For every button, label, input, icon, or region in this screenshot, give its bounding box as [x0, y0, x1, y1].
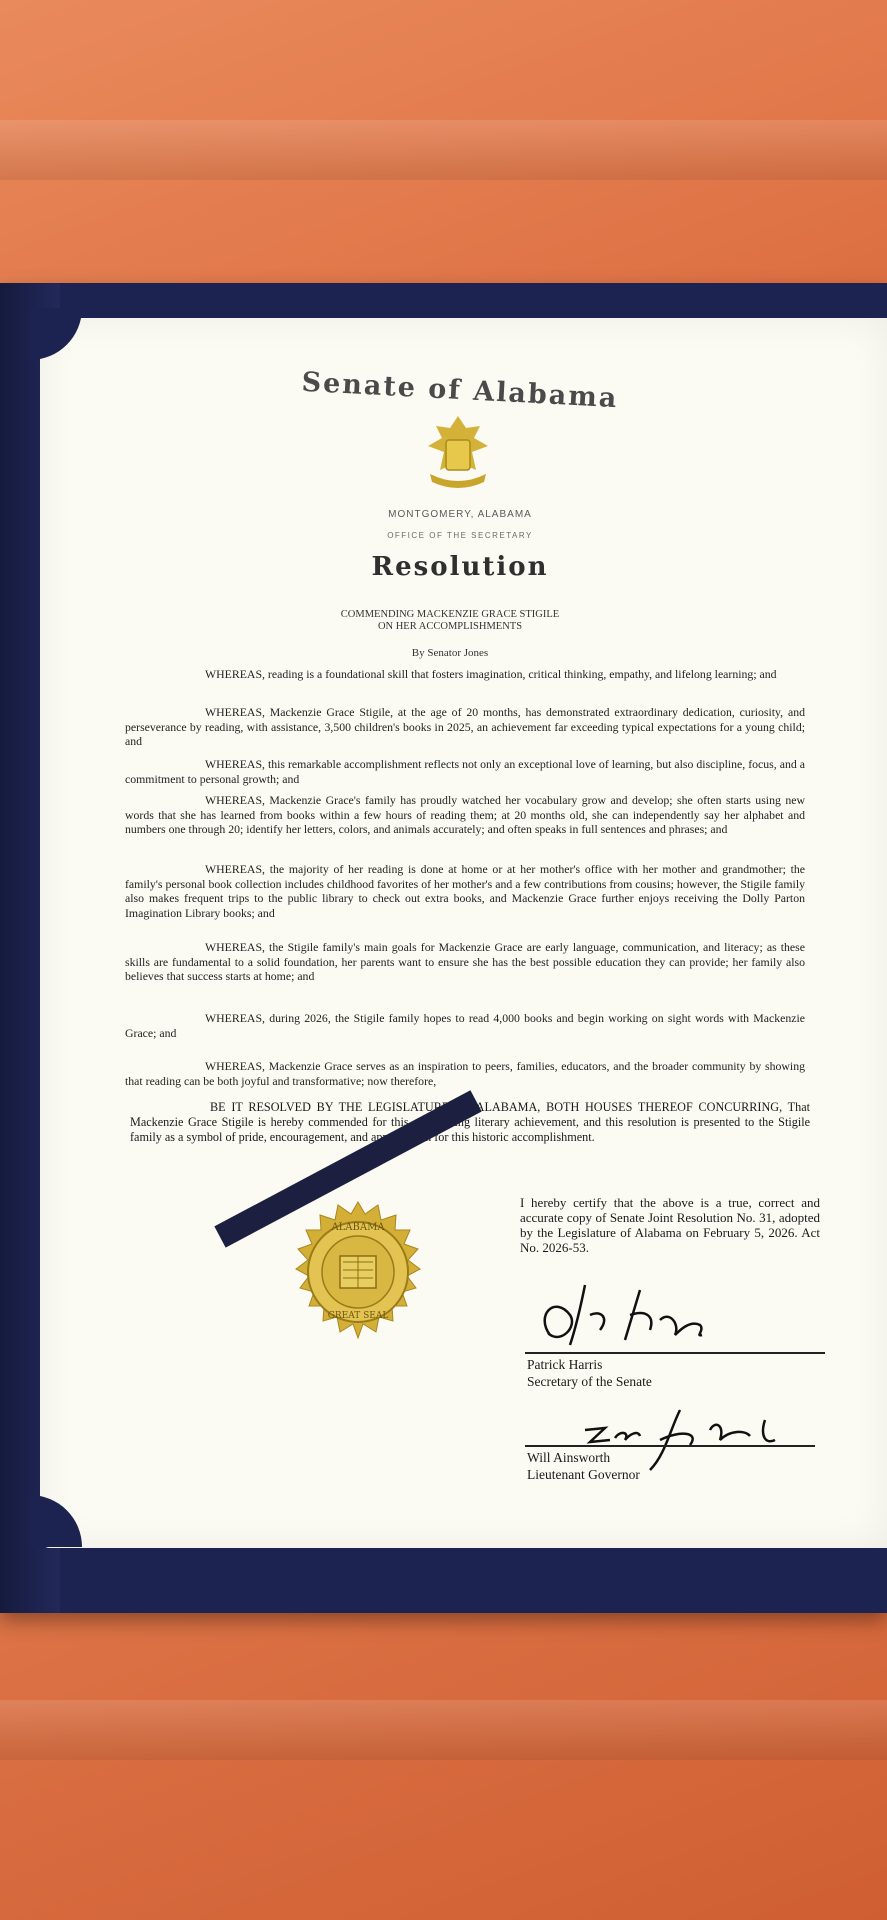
gold-seal-icon — [283, 1200, 433, 1350]
clause-text: WHEREAS, the majority of her reading is done at home or at her mother's office with her mother and grandmother; the family's personal book collection includes childhood favorites of her mother's and a few contributions from cousins; however, the Stigile family also makes frequent trips to the public library to check out extra books, and Mackenzie Grace further enjoys receiving the Dolly Parton Imagination Library books; and — [125, 862, 805, 920]
whereas-clause — [125, 1059, 805, 1088]
signatory-1 — [527, 1356, 652, 1390]
whereas-clause — [125, 705, 805, 749]
whereas-clause — [125, 862, 805, 920]
signatory-name: Patrick Harris — [527, 1357, 603, 1372]
signatory-title: Lieutenant Governor — [527, 1467, 640, 1482]
clause-text: WHEREAS, Mackenzie Grace's family has proudly watched her vocabulary grow and develop; she often starts using new words that she has learned from books within a few hours of reading them; at 20 months old, she can independently say her alphabet and numbers one through 20; identify her letters, colors, and animals accurately; and often speaks in full sentences and phrases; and — [125, 793, 805, 836]
clause-text: WHEREAS, the Stigile family's main goals for Mackenzie Grace are early language, communication, and literacy; as these skills are fundamental to a solid foundation, her parents want to ensure she has the best possible education they can provide; her family also believes that success starts at home; and — [125, 940, 805, 983]
certification-text: I hereby certify that the above is a true, correct and accurate copy of Senate Joint Resolution No. 31, adopted by the Legislature of Alabama on February 5, 2026. Act No. 2026-53. — [520, 1195, 820, 1255]
signatory-2 — [527, 1449, 640, 1483]
signatory-name: Will Ainsworth — [527, 1450, 611, 1465]
seal-top-text: ALABAMA — [331, 1222, 385, 1233]
resolution-subtitle — [240, 609, 660, 633]
clause-text: WHEREAS, Mackenzie Grace Stigile, at the age of 20 months, has demonstrated extraordinary dedication, curiosity, and perseverance by reading, with assistance, 3,500 children's books in 2025, an achievement far exceeding typical expectations for a young child; and — [125, 705, 805, 748]
city-label: MONTGOMERY, ALABAMA — [388, 509, 532, 520]
clause-text: WHEREAS, during 2026, the Stigile family hopes to read 4,000 books and begin working on sight words with Mackenzie Grace; and — [125, 1011, 805, 1040]
clause-text: WHEREAS, Mackenzie Grace serves as an inspiration to peers, families, educators, and the broader community by showing that reading can be both joyful and transformative; now therefore, — [125, 1059, 805, 1088]
office-label: OFFICE OF THE SECRETARY — [387, 531, 533, 540]
whereas-clause — [125, 667, 805, 682]
whereas-clause — [125, 940, 805, 984]
whereas-clause — [125, 1011, 805, 1040]
seal-bottom-text: GREAT SEAL — [327, 1311, 389, 1321]
subtitle-line: COMMENDING MACKENZIE GRACE STIGILE — [340, 609, 560, 620]
whereas-clause — [125, 757, 805, 786]
senate-heading: Senate of Alabama — [300, 366, 620, 415]
coat-of-arms-icon — [408, 412, 508, 496]
resolved-clause: BE IT RESOLVED BY THE LEGISLATURE OF ALABAMA, BOTH HOUSES THEREOF CONCURRING, That Mackenzie Grace Stigile is hereby commended for this outstanding literary achievement, and this resolution is presented to the Stigile family as a symbol of pride, encouragement, and appreciation for this historic accomplishment. — [130, 1100, 810, 1144]
document-type-heading: Resolution — [371, 552, 549, 582]
clause-text: WHEREAS, this remarkable accomplishment reflects not only an exceptional love of learning, but also discipline, focus, and a commitment to personal growth; and — [125, 757, 805, 786]
whereas-clause — [125, 793, 805, 837]
signature-harris — [530, 1275, 790, 1355]
signature-line — [525, 1352, 825, 1354]
clause-text: WHEREAS, reading is a foundational skill that fosters imagination, critical thinking, empathy, and lifelong learning; and — [205, 667, 777, 681]
signatory-title: Secretary of the Senate — [527, 1374, 652, 1389]
signature-line — [525, 1445, 815, 1447]
subtitle-line: ON HER ACCOMPLISHMENTS — [377, 621, 523, 632]
sponsor-line: By Senator Jones — [411, 647, 489, 659]
